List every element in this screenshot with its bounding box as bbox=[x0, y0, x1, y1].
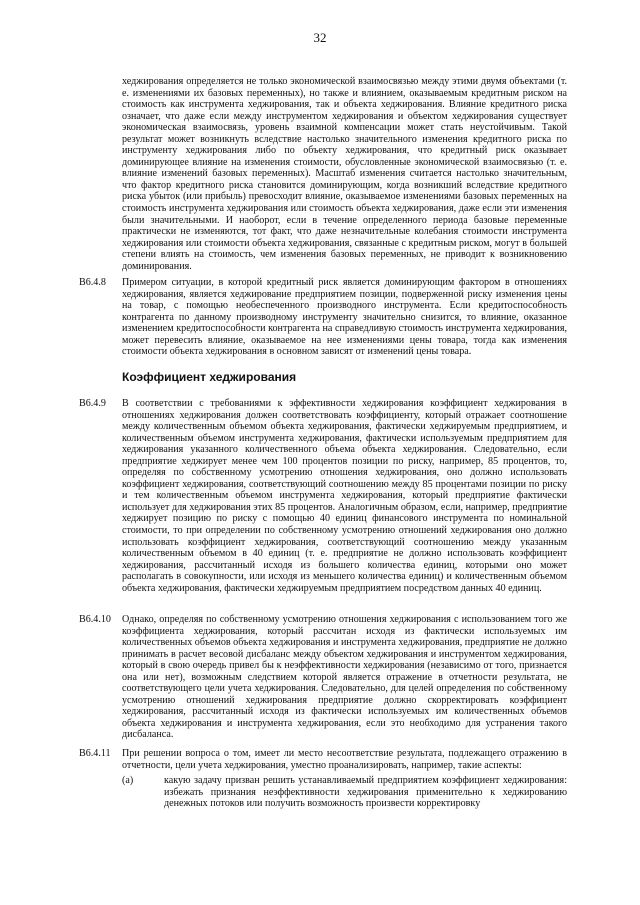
paragraph-text: При решении вопроса о том, имеет ли место несоответствие результата, подлежащего отражению в отчетности, цели учета хеджирования, уместно проанализировать, например, такие аспекты: bbox=[122, 748, 567, 771]
paragraph-number: B6.4.10 bbox=[79, 614, 111, 625]
list-item-text: какую задачу призван решить устанавливаемый предприятием коэффициент хеджирования: избежать признания неэффективности хеджирования применительно к хеджированию денежных потоков или получить возможность произвести корректировку bbox=[164, 775, 567, 810]
page-number: 32 bbox=[313, 30, 327, 45]
paragraph-text: В соответствии с требованиями к эффективности хеджирования коэффициент хеджирования в отношениях хеджирования должен соответствовать коэффициенту, который отражает соотношение между количественным объемом объекта хеджирования, фактически хеджируемым предприятием, и количественным объемом инструмента хеджирования, фактически используемым предприятием для хеджирования указанного количественного объема объекта хеджирования. Следовательно, если предприятие хеджирует менее чем 100 процентов позиции по риску, например, 85 процентов, то, определяя по собственному усмотрению отношения хеджирования, оно должно использовать коэффициент хеджирования, соответствующий соотношению между 85 процентами позиции по риску и тем количественным объемом инструмента хеджирования, который предприятие фактически использует для хеджирования этих 85 процентов. Аналогичным образом, если, например, предприятие хеджирует позицию по риску с помощью 40 единиц финансового инструмента по номинальной стоимости, то при определении по собственному усмотрению отношений хеджирования оно должно использовать коэффициент хеджирования, соответствующий соотношению между указанным количественным объемом в 40 единиц (т. е. предприятие не должно использовать коэффициент хеджирования, рассчитанный исходя из большего количества единиц, которыми оно может располагать в совокупности, или исходя из меньшего количества единиц) и количественным объемом объекта хеджирования, фактически хеджируемым предприятием посредством данных 40 единиц. bbox=[122, 398, 567, 594]
paragraph-number: B6.4.11 bbox=[79, 748, 111, 759]
paragraph-number: B6.4.9 bbox=[79, 398, 106, 409]
paragraph-text: Примером ситуации, в которой кредитный риск является доминирующим фактором в отношениях хеджирования, является хеджирование предприятием позиции, подверженной риску изменения цены на товар, с помощью необеспеченного производного инструмента. Если кредитоспособность контрагента по данному производному инструменту значительно снизится, то влияние, оказанное изменением кредитоспособности контрагента на справедливую стоимость инструмента хеджирования, может перевесить влияние, оказываемое на нее изменениями цены товара, тогда как изменения стоимости объекта хеджирования в основном зависят от изменений цены товара. bbox=[122, 277, 567, 358]
continuation-paragraph: хеджирования определяется не только экономической взаимосвязью между этими двумя объектами (т. е. изменениями их базовых переменных), но также и влиянием, оказываемым кредитным риском на стоимость как инструмента хеджирования, так и объекта хеджирования. Влияние кредитного риска означает, что даже если между инструментом хеджирования и объектом хеджирования существует экономическая взаимосвязь, уровень взаимной компенсации может стать неустойчивым. Такой результат может возникнуть вследствие настолько значительного изменения кредитного риска по инструменту хеджирования либо по объекту хеджирования, что кредитный риск оказывает доминирующее влияние на изменения стоимости, обусловленные экономической взаимосвязью (т. е. влияние изменений базовых переменных). Масштаб изменения считается настолько значительным, что фактор кредитного риска становится доминирующим, когда возникший вследствие кредитного риска убыток (или прибыль) превосходит влияние, оказываемое изменениями базовых переменных на стоимость инструмента хеджирования или стоимость объекта хеджирования, даже если эти изменения были значительными. И наоборот, если в течение определенного периода базовые переменные практически не изменяются, тот факт, что даже незначительные колебания стоимости инструмента хеджирования или стоимости объекта хеджирования, связанные с кредитным риском, могут в большей степени влиять на стоимость, чем изменения базовых переменных, не приводит к возникновению доминирования. bbox=[122, 76, 567, 272]
paragraph-number: B6.4.8 bbox=[79, 277, 106, 288]
list-item-label: (a) bbox=[122, 775, 134, 786]
paragraph-text: Однако, определяя по собственному усмотрению отношения хеджирования с использованием того же коэффициента хеджирования, который рассчитан исходя из фактически используемых им количественных объемов объекта хеджирования и инструмента хеджирования, предприятие не должно принимать в расчет весовой дисбаланс между объектом хеджирования и инструментом хеджирования, который в свою очередь привел бы к неэффективности хеджирования (независимо от того, признается она или нет), возможным следствием которой является отражение в отчетности результата, не соответствующего цели учета хеджирования. Следовательно, для целей определения по собственному усмотрению отношений хеджирования предприятие должно скорректировать коэффициент хеджирования, рассчитанный исходя из фактически используемых им количественных объемов объекта хеджирования и инструмента хеджирования, если это необходимо для устранения такого дисбаланса. bbox=[122, 614, 567, 741]
section-heading: Коэффициент хеджирования bbox=[122, 370, 297, 384]
